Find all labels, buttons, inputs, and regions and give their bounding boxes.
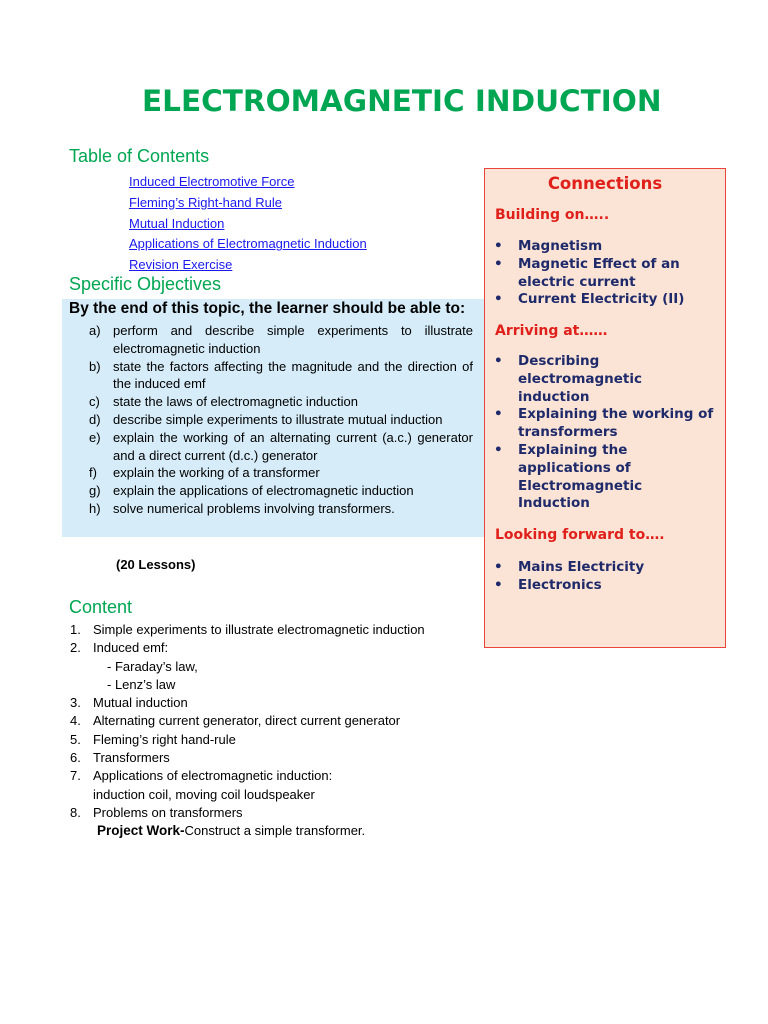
connection-text: Explaining the applications of Electromagnetic Induction [518,441,643,512]
content-text: Mutual induction [93,695,188,711]
objectives-heading: Specific Objectives [69,274,222,294]
content-continuation: induction coil, moving coil loudspeaker [93,786,315,802]
objective-text: state the laws of electromagnetic induction [113,394,358,410]
bullet-icon: • [494,559,503,575]
objective-text: explain the working of an alternating current (a.c.) generator and a direct current (d.c.) generator [113,429,473,463]
objective-text: perform and describe simple experiments to illustrate electromagnetic induction [113,323,473,356]
content-item [70,621,425,639]
toc-link-revision[interactable]: Revision Exercise [129,257,233,273]
content-item [70,712,425,730]
content-number: 8. [70,804,81,820]
content-item [70,731,425,749]
bullet-icon: • [494,238,503,254]
objective-item [89,411,473,429]
connection-text: Current Electricity (II) [518,291,685,308]
bullet-icon: • [494,441,503,458]
connection-bullet [494,238,718,256]
objective-letter: a) [89,323,101,338]
forward-heading: Looking forward to…. [495,527,665,543]
objectives-list [89,322,473,518]
lessons-count: (20 Lessons) [116,557,196,572]
objective-item [89,429,473,465]
connections-panel [484,168,726,648]
toc-link-flemings-rule[interactable]: Fleming’s Right-hand Rule [129,194,282,210]
connection-bullet [494,256,718,292]
content-text: Alternating current generator, direct current generator [93,713,401,729]
objective-item [89,482,473,500]
content-number: 6. [70,750,81,766]
building-list [494,238,718,309]
objective-text: explain the applications of electromagnetic induction [113,483,414,499]
arriving-heading: Arriving at…… [495,323,608,339]
content-list [70,621,425,841]
objective-text: solve numerical problems involving transformers. [113,500,395,516]
objective-letter: d) [89,411,101,427]
document-title: ELECTROMAGNETIC INDUCTION [142,84,662,118]
connection-bullet [494,353,718,406]
content-number: 2. [70,640,81,656]
toc-heading: Table of Contents [69,146,210,166]
objective-letter: f) [89,465,97,481]
content-item [70,749,425,767]
objective-item [89,500,473,518]
content-item [70,639,425,657]
content-text: Problems on transformers [93,804,243,820]
connection-text: Explaining the working of transformers [518,406,714,441]
connection-bullet [494,577,718,595]
content-text: Simple experiments to illustrate electromagnetic induction [93,622,425,637]
content-text: Applications of electromagnetic induction: [93,768,333,784]
connection-text: Mains Electricity [518,559,645,575]
bullet-icon: • [494,255,503,272]
content-number: 7. [70,768,81,784]
objective-item [89,464,473,482]
content-item [70,694,425,712]
content-number: 3. [70,695,81,711]
project-work [70,822,425,840]
content-item [70,804,425,822]
objective-letter: h) [89,500,101,516]
content-number: 4. [70,713,81,729]
objectives-intro: By the end of this topic, the learner should be able to: [69,300,466,317]
connection-text: Magnetic Effect of an electric current [518,255,680,290]
objective-text: explain the working of a transformer [113,465,320,481]
connection-bullet [494,559,718,577]
connection-bullet [494,442,718,513]
toc-link-applications[interactable]: Applications of Electromagnetic Induction [129,236,367,252]
objective-text: describe simple experiments to illustrate mutual induction [113,411,443,427]
bullet-icon: • [494,406,503,423]
connection-text: Magnetism [518,238,603,254]
project-text: Construct a simple transformer. [184,823,366,839]
objective-letter: e) [89,429,101,445]
content-subitem: - Lenz’s law [107,676,176,692]
content-heading: Content [69,597,133,617]
objective-item [89,358,473,394]
objective-letter: b) [89,358,101,374]
connection-bullet [494,291,718,309]
connections-title: Connections [547,174,663,193]
content-text: Transformers [93,750,170,766]
arriving-list [494,353,718,513]
project-label: Project Work- [97,823,185,839]
building-heading: Building on….. [495,207,610,223]
objective-text: state the factors affecting the magnitude and the direction of the induced emf [113,358,473,392]
objective-letter: g) [89,483,101,499]
forward-list [494,559,718,595]
objective-letter: c) [89,394,100,410]
table-of-contents [129,172,367,276]
content-subitem: - Faraday’s law, [107,658,198,674]
bullet-icon: • [494,353,503,369]
content-number: 5. [70,731,81,747]
toc-link-mutual-induction[interactable]: Mutual Induction [129,215,225,231]
connection-text: Describing electromagnetic induction [518,353,643,405]
objective-item [89,393,473,411]
content-text: Induced emf: [93,640,169,656]
content-item [70,767,425,785]
connection-text: Electronics [518,576,602,593]
bullet-icon: • [494,576,503,593]
toc-link-emf[interactable]: Induced Electromotive Force [129,174,295,189]
content-number: 1. [70,622,81,637]
connection-bullet [494,406,718,442]
bullet-icon: • [494,291,503,308]
objective-item [89,322,473,358]
content-text: Fleming’s right hand-rule [93,731,236,747]
